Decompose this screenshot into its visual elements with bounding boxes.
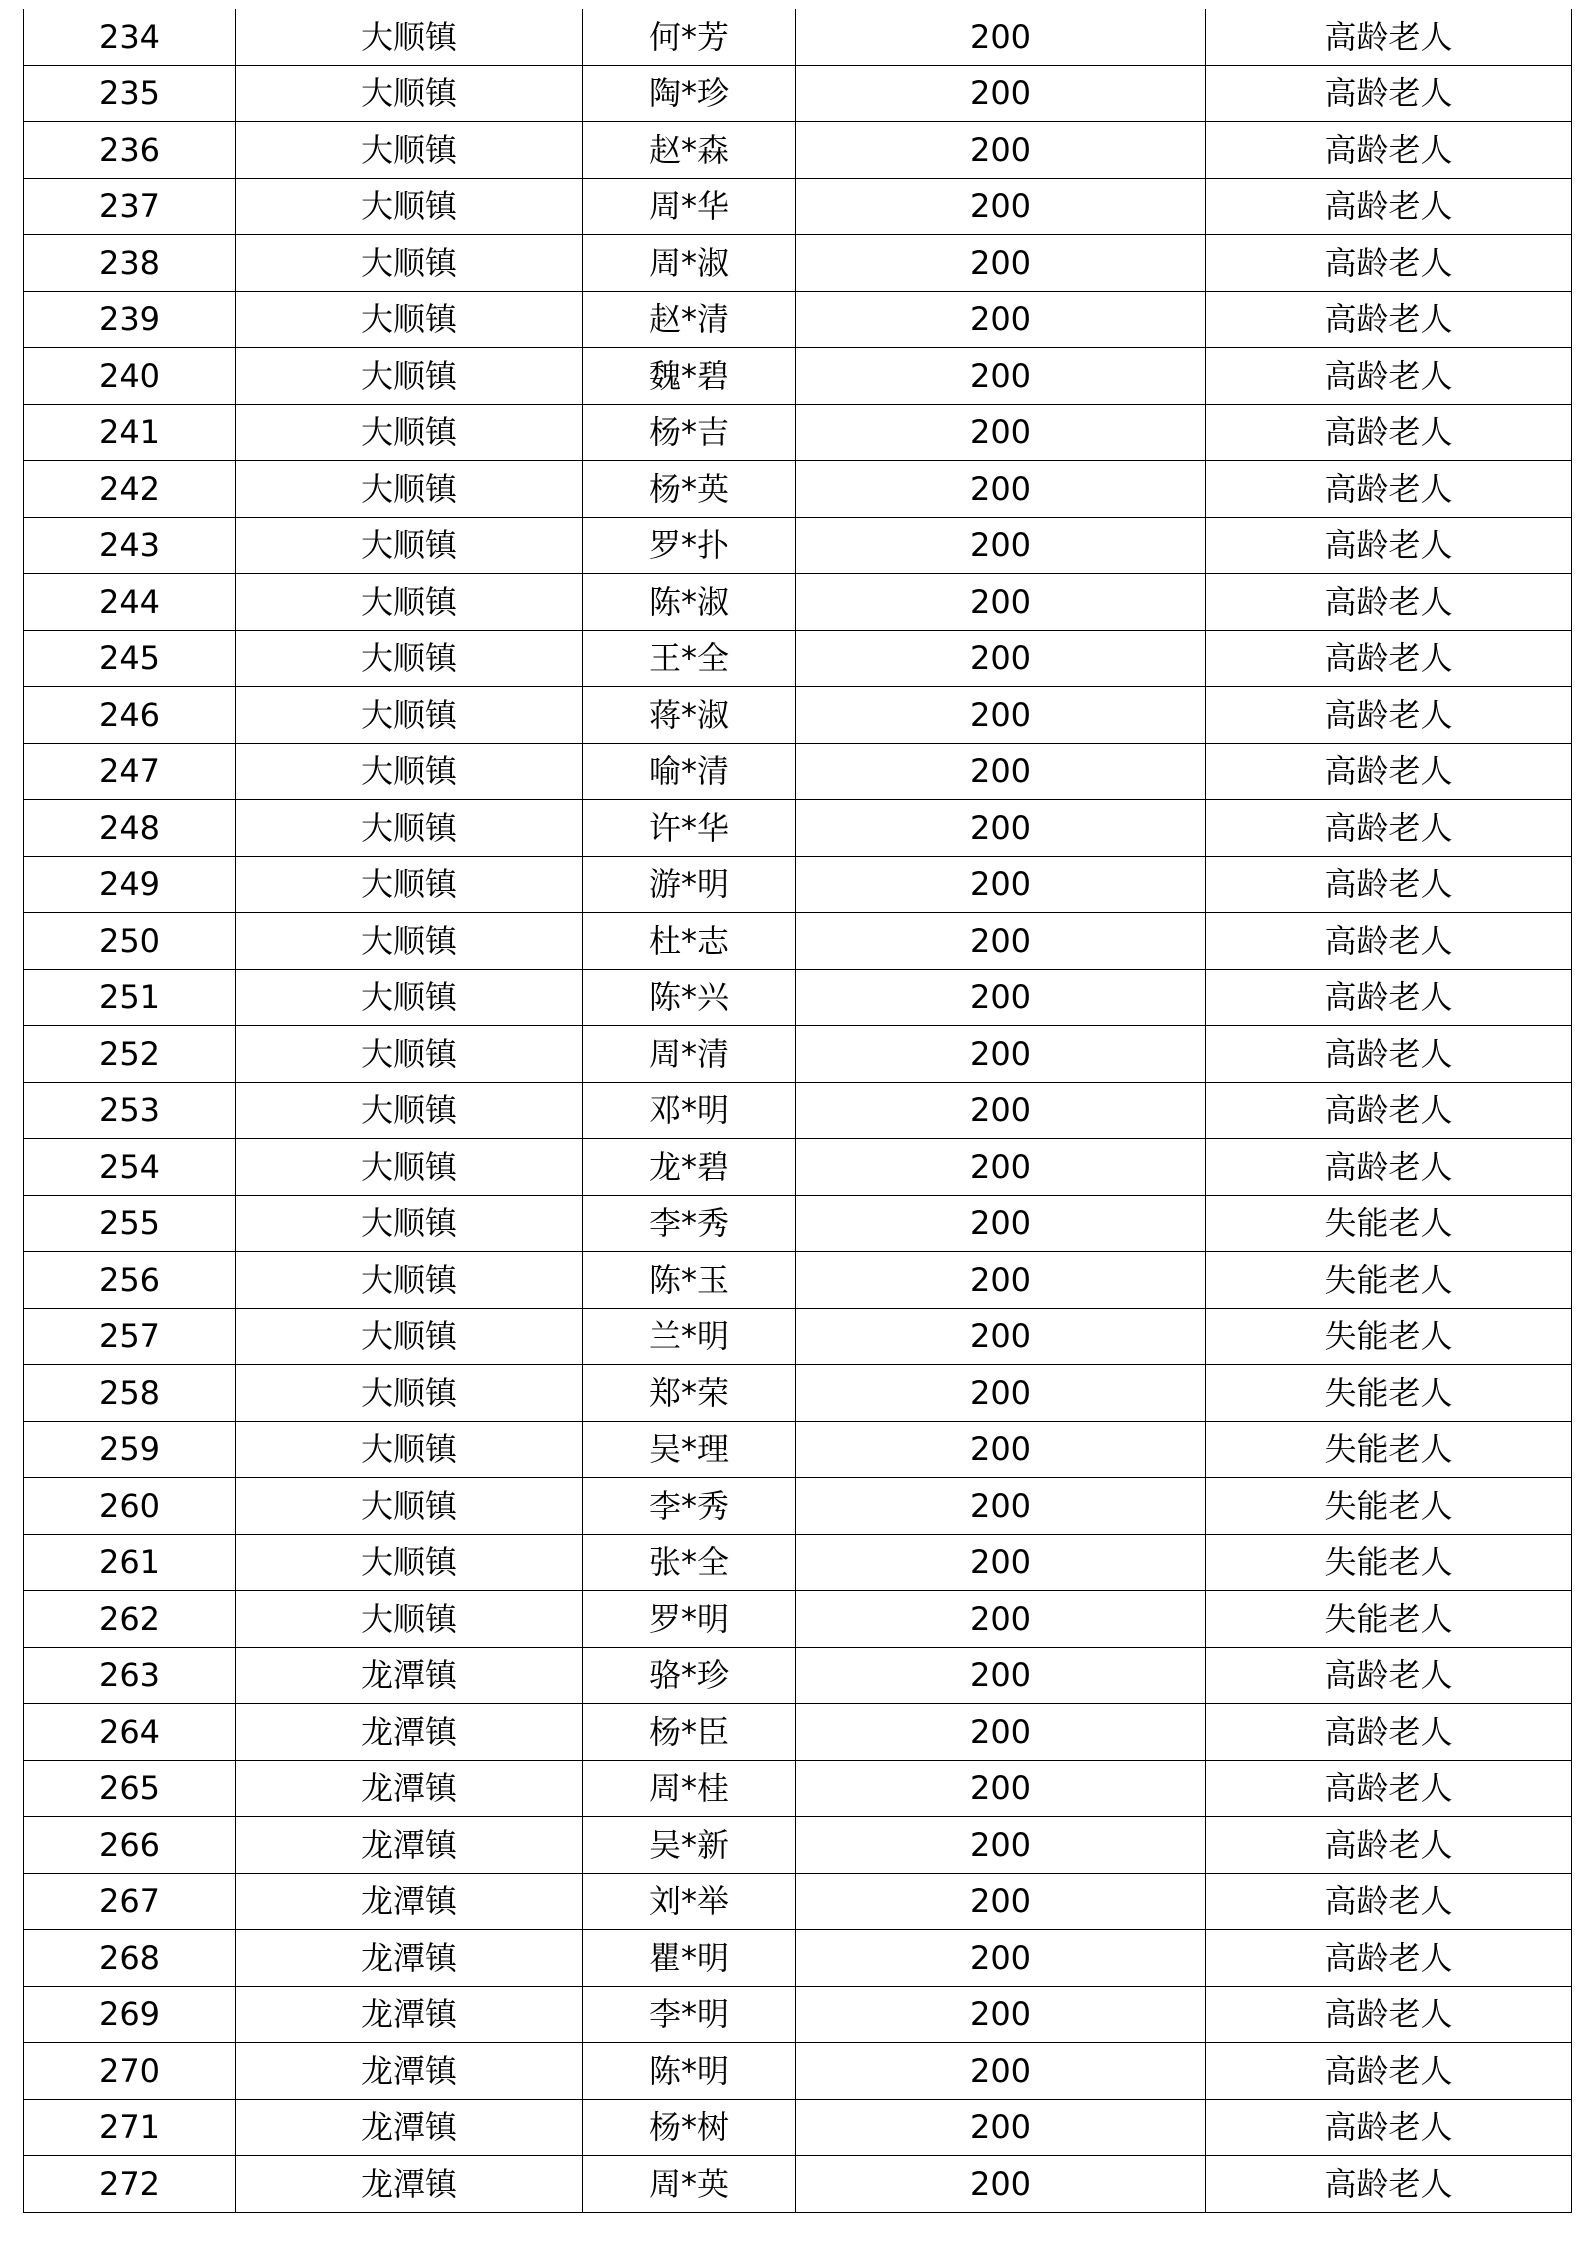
category-cell: 高龄老人 [1206, 1873, 1572, 1930]
name-cell: 许*华 [583, 800, 796, 857]
amount-cell: 200 [796, 65, 1206, 122]
amount-cell: 200 [796, 2099, 1206, 2156]
amount-cell: 200 [796, 348, 1206, 405]
table-row [24, 1478, 1572, 1535]
row-number-cell: 258 [24, 1365, 236, 1422]
name-cell: 周*淑 [583, 235, 796, 292]
table-row [24, 2043, 1572, 2100]
category-cell: 高龄老人 [1206, 630, 1572, 687]
table-row [24, 517, 1572, 574]
amount-cell: 200 [796, 2156, 1206, 2213]
town-cell: 大顺镇 [236, 1252, 583, 1309]
row-number-cell: 239 [24, 291, 236, 348]
town-cell: 龙潭镇 [236, 1873, 583, 1930]
amount-cell: 200 [796, 2043, 1206, 2100]
row-number-cell: 257 [24, 1308, 236, 1365]
amount-cell: 200 [796, 800, 1206, 857]
category-cell: 高龄老人 [1206, 9, 1572, 65]
amount-cell: 200 [796, 1760, 1206, 1817]
table-row [24, 800, 1572, 857]
name-cell: 蒋*淑 [583, 687, 796, 744]
name-cell: 王*全 [583, 630, 796, 687]
name-cell: 周*清 [583, 1026, 796, 1083]
table-row [24, 1534, 1572, 1591]
amount-cell: 200 [796, 1365, 1206, 1422]
town-cell: 大顺镇 [236, 348, 583, 405]
name-cell: 兰*明 [583, 1308, 796, 1365]
town-cell: 大顺镇 [236, 404, 583, 461]
row-number-cell: 262 [24, 1591, 236, 1648]
category-cell: 失能老人 [1206, 1478, 1572, 1535]
row-number-cell: 261 [24, 1534, 236, 1591]
row-number-cell: 246 [24, 687, 236, 744]
amount-cell: 200 [796, 178, 1206, 235]
category-cell: 高龄老人 [1206, 2043, 1572, 2100]
row-number-cell: 237 [24, 178, 236, 235]
category-cell: 高龄老人 [1206, 404, 1572, 461]
table-row [24, 969, 1572, 1026]
category-cell: 失能老人 [1206, 1252, 1572, 1309]
row-number-cell: 260 [24, 1478, 236, 1535]
town-cell: 大顺镇 [236, 800, 583, 857]
name-cell: 杜*志 [583, 913, 796, 970]
town-cell: 大顺镇 [236, 65, 583, 122]
row-number-cell: 272 [24, 2156, 236, 2213]
town-cell: 龙潭镇 [236, 1760, 583, 1817]
table-row [24, 461, 1572, 518]
town-cell: 大顺镇 [236, 1478, 583, 1535]
amount-cell: 200 [796, 574, 1206, 631]
amount-cell: 200 [796, 969, 1206, 1026]
row-number-cell: 254 [24, 1139, 236, 1196]
amount-cell: 200 [796, 1082, 1206, 1139]
name-cell: 骆*珍 [583, 1647, 796, 1704]
name-cell: 喻*清 [583, 743, 796, 800]
amount-cell: 200 [796, 1986, 1206, 2043]
table-row [24, 2156, 1572, 2213]
category-cell: 高龄老人 [1206, 856, 1572, 913]
table-row [24, 1308, 1572, 1365]
category-cell: 失能老人 [1206, 1308, 1572, 1365]
row-number-cell: 242 [24, 461, 236, 518]
category-cell: 高龄老人 [1206, 687, 1572, 744]
table-row [24, 1704, 1572, 1761]
name-cell: 李*秀 [583, 1478, 796, 1535]
table-row [24, 1591, 1572, 1648]
town-cell: 龙潭镇 [236, 1930, 583, 1987]
name-cell: 魏*碧 [583, 348, 796, 405]
category-cell: 失能老人 [1206, 1534, 1572, 1591]
category-cell: 高龄老人 [1206, 2156, 1572, 2213]
table-row [24, 2099, 1572, 2156]
row-number-cell: 249 [24, 856, 236, 913]
town-cell: 大顺镇 [236, 574, 583, 631]
row-number-cell: 235 [24, 65, 236, 122]
row-number-cell: 236 [24, 122, 236, 179]
name-cell: 赵*森 [583, 122, 796, 179]
name-cell: 吴*新 [583, 1817, 796, 1874]
table-row [24, 687, 1572, 744]
amount-cell: 200 [796, 1421, 1206, 1478]
row-number-cell: 265 [24, 1760, 236, 1817]
row-number-cell: 238 [24, 235, 236, 292]
category-cell: 高龄老人 [1206, 969, 1572, 1026]
town-cell: 大顺镇 [236, 1026, 583, 1083]
row-number-cell: 269 [24, 1986, 236, 2043]
table-row [24, 1421, 1572, 1478]
table-row [24, 291, 1572, 348]
town-cell: 龙潭镇 [236, 2099, 583, 2156]
row-number-cell: 251 [24, 969, 236, 1026]
amount-cell: 200 [796, 1930, 1206, 1987]
amount-cell: 200 [796, 404, 1206, 461]
town-cell: 龙潭镇 [236, 2156, 583, 2213]
name-cell: 李*秀 [583, 1195, 796, 1252]
category-cell: 高龄老人 [1206, 235, 1572, 292]
category-cell: 高龄老人 [1206, 1647, 1572, 1704]
row-number-cell: 263 [24, 1647, 236, 1704]
row-number-cell: 256 [24, 1252, 236, 1309]
amount-cell: 200 [796, 1591, 1206, 1648]
table-row [24, 574, 1572, 631]
table-row [24, 856, 1572, 913]
table-row [24, 235, 1572, 292]
amount-cell: 200 [796, 913, 1206, 970]
town-cell: 大顺镇 [236, 178, 583, 235]
table-row [24, 1647, 1572, 1704]
amount-cell: 200 [796, 856, 1206, 913]
amount-cell: 200 [796, 9, 1206, 65]
amount-cell: 200 [796, 743, 1206, 800]
row-number-cell: 270 [24, 2043, 236, 2100]
name-cell: 杨*吉 [583, 404, 796, 461]
amount-cell: 200 [796, 1873, 1206, 1930]
category-cell: 高龄老人 [1206, 461, 1572, 518]
table-row [24, 1930, 1572, 1987]
town-cell: 大顺镇 [236, 969, 583, 1026]
table-row [24, 9, 1572, 65]
table-row [24, 122, 1572, 179]
row-number-cell: 234 [24, 9, 236, 65]
row-number-cell: 244 [24, 574, 236, 631]
amount-cell: 200 [796, 1308, 1206, 1365]
amount-cell: 200 [796, 122, 1206, 179]
name-cell: 游*明 [583, 856, 796, 913]
category-cell: 高龄老人 [1206, 291, 1572, 348]
row-number-cell: 241 [24, 404, 236, 461]
town-cell: 龙潭镇 [236, 1647, 583, 1704]
row-number-cell: 259 [24, 1421, 236, 1478]
category-cell: 失能老人 [1206, 1591, 1572, 1648]
amount-cell: 200 [796, 1478, 1206, 1535]
category-cell: 高龄老人 [1206, 743, 1572, 800]
table-row [24, 1082, 1572, 1139]
row-number-cell: 245 [24, 630, 236, 687]
amount-cell: 200 [796, 1647, 1206, 1704]
name-cell: 陈*淑 [583, 574, 796, 631]
amount-cell: 200 [796, 1534, 1206, 1591]
town-cell: 龙潭镇 [236, 2043, 583, 2100]
town-cell: 大顺镇 [236, 1139, 583, 1196]
subsidy-roster-table [23, 9, 1572, 2213]
town-cell: 大顺镇 [236, 461, 583, 518]
table-row [24, 1252, 1572, 1309]
town-cell: 龙潭镇 [236, 1986, 583, 2043]
row-number-cell: 247 [24, 743, 236, 800]
table-row [24, 913, 1572, 970]
name-cell: 瞿*明 [583, 1930, 796, 1987]
amount-cell: 200 [796, 1252, 1206, 1309]
table-row [24, 1195, 1572, 1252]
amount-cell: 200 [796, 1139, 1206, 1196]
name-cell: 李*明 [583, 1986, 796, 2043]
town-cell: 大顺镇 [236, 913, 583, 970]
town-cell: 大顺镇 [236, 687, 583, 744]
category-cell: 高龄老人 [1206, 913, 1572, 970]
category-cell: 高龄老人 [1206, 65, 1572, 122]
name-cell: 赵*清 [583, 291, 796, 348]
town-cell: 大顺镇 [236, 1365, 583, 1422]
row-number-cell: 268 [24, 1930, 236, 1987]
table-row [24, 1760, 1572, 1817]
table-row [24, 630, 1572, 687]
town-cell: 大顺镇 [236, 1195, 583, 1252]
table-row [24, 1026, 1572, 1083]
name-cell: 罗*明 [583, 1591, 796, 1648]
name-cell: 张*全 [583, 1534, 796, 1591]
category-cell: 高龄老人 [1206, 1082, 1572, 1139]
table-row [24, 743, 1572, 800]
name-cell: 陈*玉 [583, 1252, 796, 1309]
row-number-cell: 252 [24, 1026, 236, 1083]
category-cell: 高龄老人 [1206, 800, 1572, 857]
town-cell: 大顺镇 [236, 856, 583, 913]
name-cell: 何*芳 [583, 9, 796, 65]
name-cell: 陈*明 [583, 2043, 796, 2100]
category-cell: 失能老人 [1206, 1195, 1572, 1252]
name-cell: 周*英 [583, 2156, 796, 2213]
table-row [24, 1873, 1572, 1930]
name-cell: 罗*扑 [583, 517, 796, 574]
name-cell: 周*华 [583, 178, 796, 235]
name-cell: 郑*荣 [583, 1365, 796, 1422]
amount-cell: 200 [796, 687, 1206, 744]
name-cell: 龙*碧 [583, 1139, 796, 1196]
row-number-cell: 255 [24, 1195, 236, 1252]
row-number-cell: 271 [24, 2099, 236, 2156]
town-cell: 大顺镇 [236, 291, 583, 348]
category-cell: 高龄老人 [1206, 1986, 1572, 2043]
row-number-cell: 243 [24, 517, 236, 574]
name-cell: 刘*举 [583, 1873, 796, 1930]
category-cell: 高龄老人 [1206, 1817, 1572, 1874]
category-cell: 高龄老人 [1206, 1760, 1572, 1817]
table-body [24, 9, 1572, 2212]
town-cell: 龙潭镇 [236, 1817, 583, 1874]
town-cell: 大顺镇 [236, 1308, 583, 1365]
category-cell: 高龄老人 [1206, 1026, 1572, 1083]
town-cell: 龙潭镇 [236, 1704, 583, 1761]
amount-cell: 200 [796, 517, 1206, 574]
name-cell: 杨*英 [583, 461, 796, 518]
town-cell: 大顺镇 [236, 9, 583, 65]
town-cell: 大顺镇 [236, 630, 583, 687]
town-cell: 大顺镇 [236, 235, 583, 292]
category-cell: 失能老人 [1206, 1365, 1572, 1422]
category-cell: 高龄老人 [1206, 1139, 1572, 1196]
town-cell: 大顺镇 [236, 1534, 583, 1591]
category-cell: 高龄老人 [1206, 517, 1572, 574]
town-cell: 大顺镇 [236, 1591, 583, 1648]
category-cell: 高龄老人 [1206, 2099, 1572, 2156]
row-number-cell: 267 [24, 1873, 236, 1930]
table-row [24, 404, 1572, 461]
category-cell: 高龄老人 [1206, 178, 1572, 235]
category-cell: 高龄老人 [1206, 348, 1572, 405]
name-cell: 陈*兴 [583, 969, 796, 1026]
table-row [24, 348, 1572, 405]
row-number-cell: 248 [24, 800, 236, 857]
row-number-cell: 253 [24, 1082, 236, 1139]
table-row [24, 1365, 1572, 1422]
category-cell: 高龄老人 [1206, 122, 1572, 179]
category-cell: 高龄老人 [1206, 574, 1572, 631]
town-cell: 大顺镇 [236, 122, 583, 179]
category-cell: 高龄老人 [1206, 1704, 1572, 1761]
name-cell: 吴*理 [583, 1421, 796, 1478]
name-cell: 周*桂 [583, 1760, 796, 1817]
name-cell: 杨*树 [583, 2099, 796, 2156]
town-cell: 大顺镇 [236, 743, 583, 800]
amount-cell: 200 [796, 1704, 1206, 1761]
amount-cell: 200 [796, 1195, 1206, 1252]
amount-cell: 200 [796, 461, 1206, 518]
table-row [24, 1139, 1572, 1196]
town-cell: 大顺镇 [236, 1082, 583, 1139]
table-row [24, 178, 1572, 235]
row-number-cell: 250 [24, 913, 236, 970]
amount-cell: 200 [796, 291, 1206, 348]
town-cell: 大顺镇 [236, 1421, 583, 1478]
row-number-cell: 264 [24, 1704, 236, 1761]
amount-cell: 200 [796, 1817, 1206, 1874]
name-cell: 邓*明 [583, 1082, 796, 1139]
table-row [24, 1817, 1572, 1874]
document-page [23, 9, 1571, 2213]
amount-cell: 200 [796, 1026, 1206, 1083]
amount-cell: 200 [796, 235, 1206, 292]
amount-cell: 200 [796, 630, 1206, 687]
name-cell: 杨*臣 [583, 1704, 796, 1761]
table-row [24, 1986, 1572, 2043]
category-cell: 高龄老人 [1206, 1930, 1572, 1987]
row-number-cell: 266 [24, 1817, 236, 1874]
table-row [24, 65, 1572, 122]
name-cell: 陶*珍 [583, 65, 796, 122]
town-cell: 大顺镇 [236, 517, 583, 574]
row-number-cell: 240 [24, 348, 236, 405]
category-cell: 失能老人 [1206, 1421, 1572, 1478]
